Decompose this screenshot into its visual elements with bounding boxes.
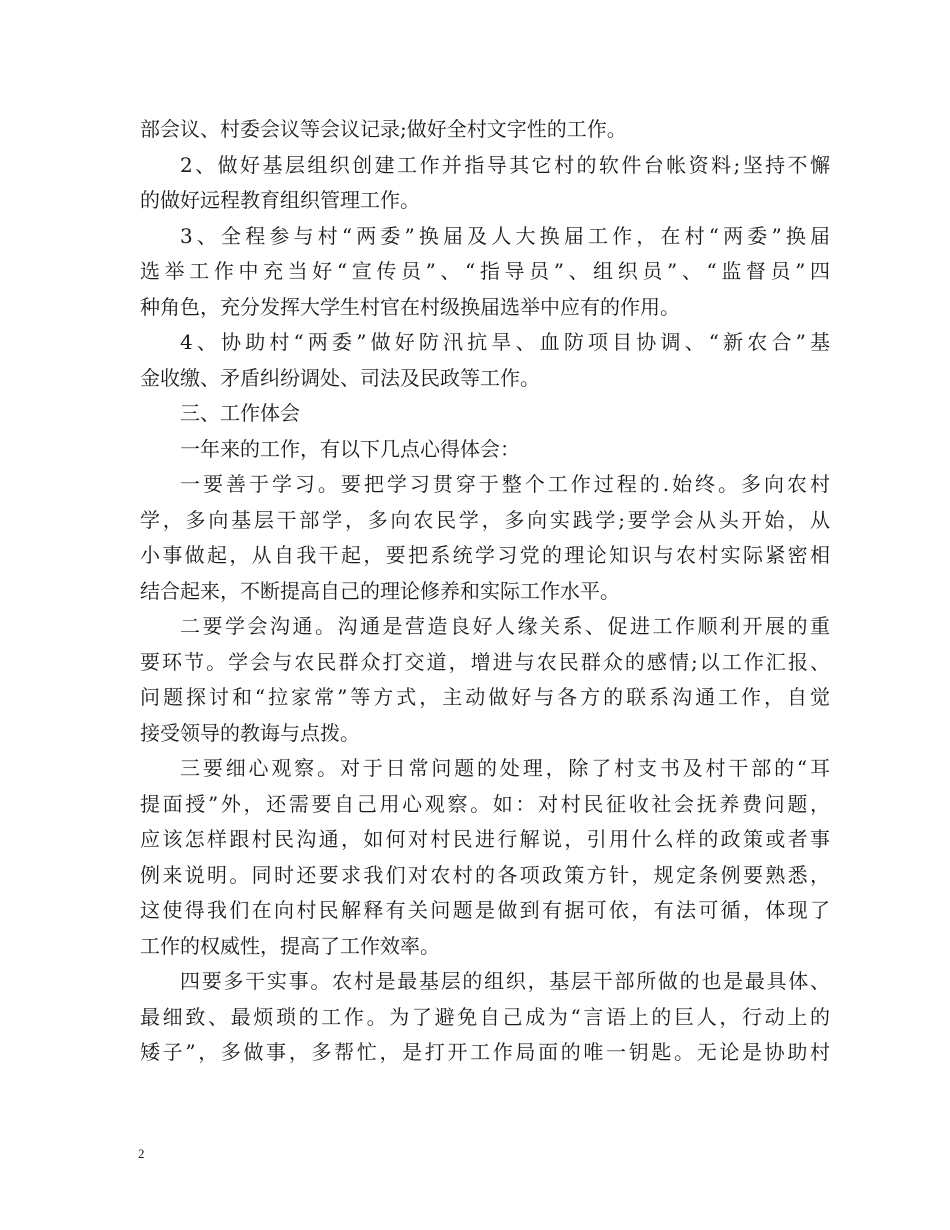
text-line: 工作的权威性，提高了工作效率。 [140,933,440,958]
text-line: 结合起来，不断提高自己的理论修养和实际工作水平。 [140,578,620,603]
text-line: 一年来的工作，有以下几点心得体会： [180,436,520,461]
text-line: 四要多干实事。农村是最基层的组织，基层干部所做的也是最具体、 [180,969,830,993]
text-line: 3、全程参与村“两委”换届及人大换届工作，在村“两委”换届 [180,223,830,248]
text-line: 应该怎样跟村民沟通，如何对村民进行解说，引用什么样的政策或者事 [140,827,830,851]
text-line: 2、做好基层组织创建工作并指导其它村的软件台帐资料;坚持不懈 [180,152,830,177]
text-line: 提面授”外，还需要自己用心观察。如：对村民征收社会抚养费问题， [140,791,830,816]
document-body [140,112,830,1071]
text-line: 这使得我们在向村民解释有关问题是做到有据可依，有法可循，体现了 [140,898,830,922]
text-line: 二要学会沟通。沟通是营造良好人缘关系、促进工作顺利开展的重 [180,614,830,638]
text-line: 三、工作体会 [180,401,300,425]
text-line: 问题探讨和“拉家常”等方式，主动做好与各方的联系沟通工作，自觉 [140,685,830,709]
text-line: 接受领导的教诲与点拨。 [140,720,360,745]
text-line: 学，多向基层干部学，多向农民学，多向实践学;要学会从头开始，从 [140,507,830,532]
page-number: 2 [138,1146,145,1161]
text-line: 最细致、最烦琐的工作。为了避免自己成为“言语上的巨人，行动上的 [140,1004,830,1029]
text-line: 例来说明。同时还要求我们对农村的各项政策方针，规定条例要熟悉， [140,862,830,887]
text-line: 部会议、村委会议等会议记录;做好全村文字性的工作。 [140,117,627,141]
text-line: 种角色，充分发挥大学生村官在村级换届选举中应有的作用。 [140,294,680,319]
text-line: 三要细心观察。对于日常问题的处理，除了村支书及村干部的“耳 [180,756,830,780]
text-line: 矮子”，多做事，多帮忙，是打开工作局面的唯一钥匙。无论是协助村 [140,1040,830,1064]
text-line: 4、协助村“两委”做好防汛抗旱、血防项目协调、“新农合”基 [180,330,830,354]
text-line: 要环节。学会与农民群众打交道，增进与农民群众的感情;以工作汇报、 [140,649,830,674]
text-line: 一要善于学习。要把学习贯穿于整个工作过程的.始终。多向农村 [180,472,830,496]
text-line: 金收缴、矛盾纠纷调处、司法及民政等工作。 [140,365,540,390]
text-line: 选举工作中充当好“宣传员”、“指导员”、组织员”、“监督员”四 [140,259,830,283]
text-line: 小事做起，从自我干起，要把系统学习党的理论知识与农村实际紧密相 [140,543,830,567]
text-line: 的做好远程教育组织管理工作。 [140,188,420,212]
